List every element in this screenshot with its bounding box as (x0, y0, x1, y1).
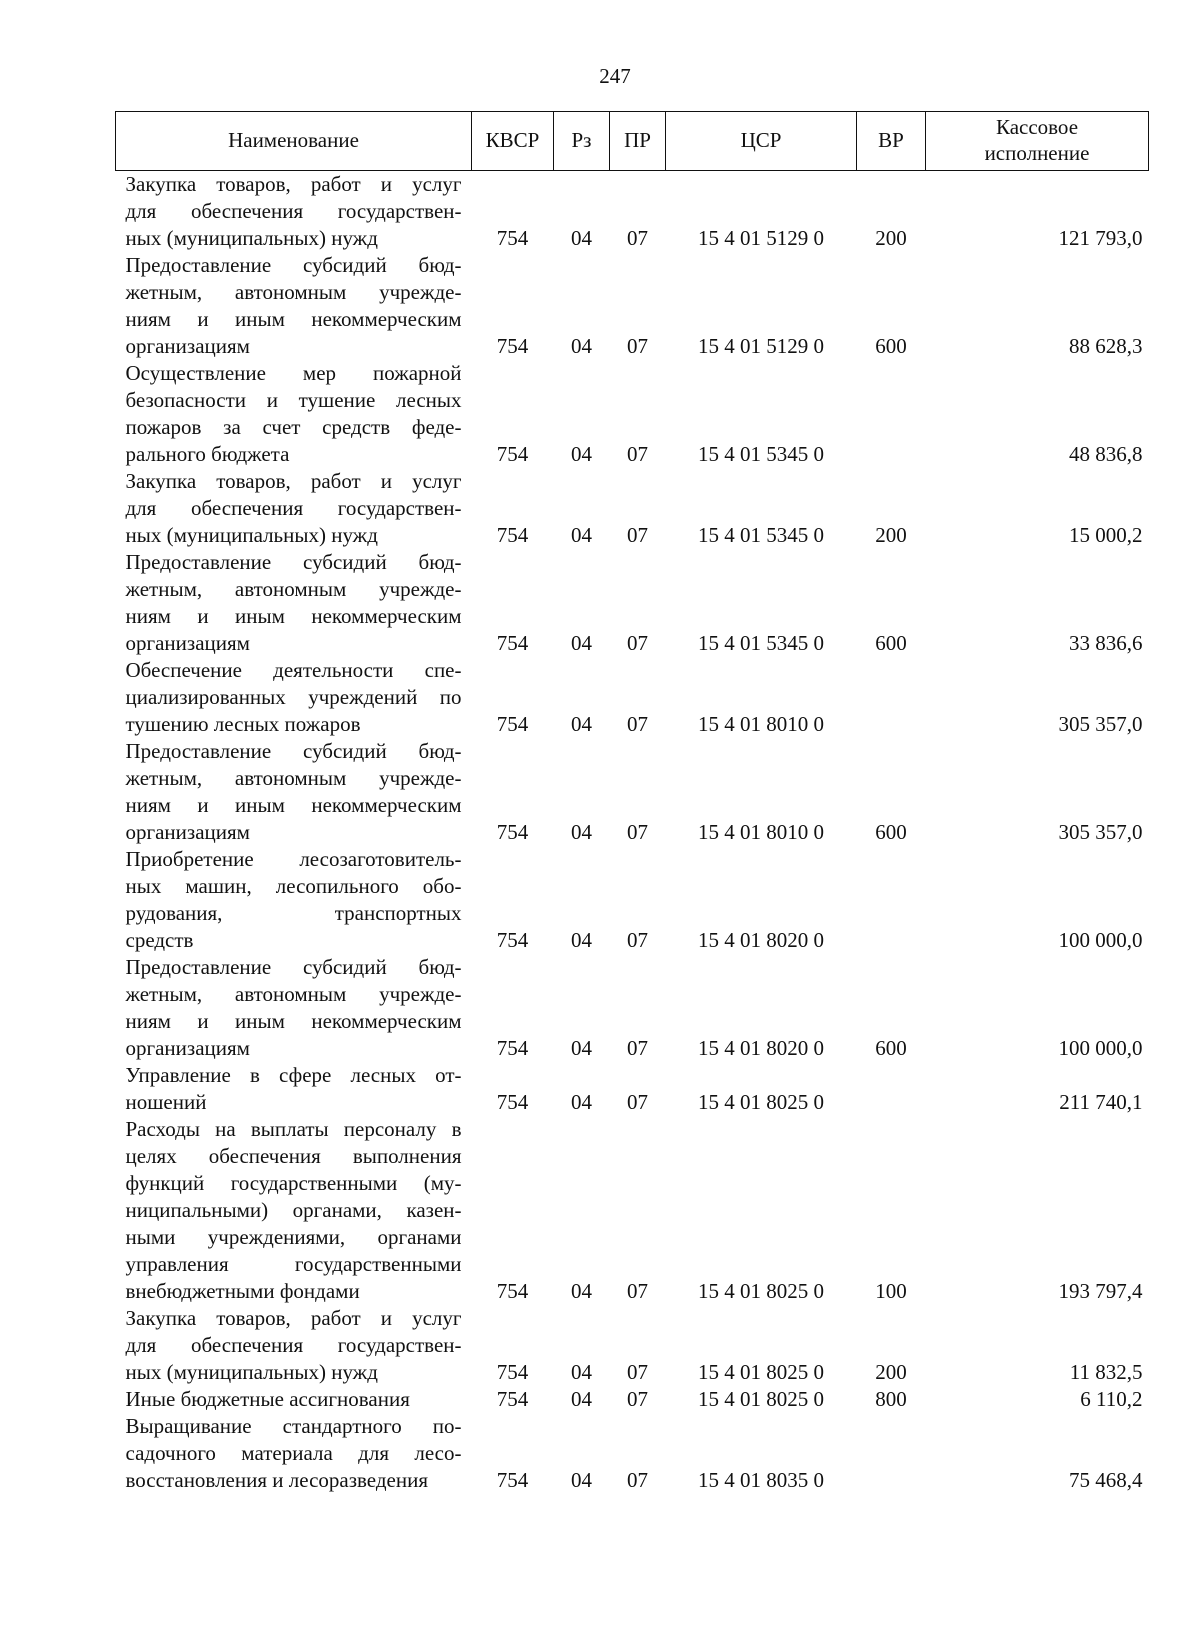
row-name (116, 171, 472, 253)
row-rz: 04 (571, 1387, 592, 1411)
row-csr: 15 4 01 5345 0 (698, 631, 824, 655)
row-pr: 07 (627, 523, 648, 547)
row-vr (857, 360, 926, 468)
row-amount: 6 110,2 (1080, 1387, 1143, 1411)
row-kvsr: 754 (496, 523, 529, 547)
row-amount: 193 797,4 (1058, 1279, 1143, 1303)
row-name-line: для обеспечения государствен- (125, 496, 462, 520)
row-name (116, 360, 472, 468)
row-rz: 04 (571, 334, 592, 358)
row-pr: 07 (627, 1468, 648, 1492)
row-name (116, 468, 472, 549)
row-vr: 200 (875, 226, 907, 250)
header-name: Наименование (116, 112, 472, 171)
table-row (116, 360, 1149, 468)
row-name-line: для обеспечения государствен- (125, 1333, 462, 1357)
row-amount: 100 000,0 (1058, 928, 1143, 952)
row-csr: 15 4 01 8010 0 (698, 820, 824, 844)
row-pr: 07 (627, 712, 648, 736)
row-name-line: Предоставление субсидий бюд- (125, 739, 462, 763)
row-csr: 15 4 01 5129 0 (698, 334, 824, 358)
table-row (116, 1116, 1149, 1305)
row-kvsr: 754 (496, 928, 529, 952)
row-rz: 04 (571, 712, 592, 736)
row-name-line: ниям и иным некоммерческим (125, 604, 462, 628)
row-csr: 15 4 01 8025 0 (698, 1360, 824, 1384)
row-name-line: Закупка товаров, работ и услуг (125, 469, 462, 493)
row-name-line: целях обеспечения выполнения (125, 1144, 462, 1168)
row-name-line: ниям и иным некоммерческим (125, 793, 462, 817)
row-kvsr: 754 (496, 1090, 529, 1114)
row-amount: 11 832,5 (1069, 1360, 1143, 1384)
table-header (116, 112, 1149, 171)
row-name-line: ношений (125, 1090, 207, 1114)
row-name-line: Предоставление субсидий бюд- (125, 550, 462, 574)
header-csr: ЦСР (666, 112, 857, 171)
row-vr: 200 (875, 523, 907, 547)
row-rz: 04 (571, 1468, 592, 1492)
row-amount: 305 357,0 (1058, 712, 1143, 736)
row-kvsr: 754 (496, 1279, 529, 1303)
row-amount: 75 468,4 (1069, 1468, 1143, 1492)
page-number: 247 (599, 64, 631, 88)
row-name-line: организациям (125, 820, 250, 844)
row-name-line: организациям (125, 334, 250, 358)
row-name (116, 1062, 472, 1116)
row-vr (857, 846, 926, 954)
table-row (116, 1386, 1149, 1413)
row-pr: 07 (627, 226, 648, 250)
row-kvsr: 754 (496, 631, 529, 655)
row-name (116, 252, 472, 360)
row-kvsr: 754 (496, 1387, 529, 1411)
row-rz: 04 (571, 226, 592, 250)
row-name-line: внебюджетными фондами (125, 1279, 360, 1303)
row-amount: 121 793,0 (1058, 226, 1143, 250)
row-name (116, 738, 472, 846)
row-name-line: Закупка товаров, работ и услуг (125, 172, 462, 196)
row-name-line: жетным, автономным учрежде- (125, 280, 462, 304)
row-name-line: Управление в сфере лесных от- (125, 1063, 462, 1087)
row-kvsr: 754 (496, 226, 529, 250)
row-rz: 04 (571, 1036, 592, 1060)
row-kvsr: 754 (496, 1360, 529, 1384)
row-amount: 88 628,3 (1069, 334, 1143, 358)
row-vr: 200 (875, 1360, 907, 1384)
row-pr: 07 (627, 928, 648, 952)
row-amount: 15 000,2 (1069, 523, 1143, 547)
row-name-line: рудования, транспортных (125, 901, 462, 925)
header-pr: ПР (610, 112, 666, 171)
row-pr: 07 (627, 1036, 648, 1060)
row-name (116, 1116, 472, 1305)
row-csr: 15 4 01 8025 0 (698, 1279, 824, 1303)
header-amount: Кассовое исполнение (926, 112, 1149, 171)
table-row (116, 738, 1149, 846)
row-name-line: ных (муниципальных) нужд (125, 523, 378, 547)
row-csr: 15 4 01 8035 0 (698, 1468, 824, 1492)
row-kvsr: 754 (496, 1468, 529, 1492)
row-name-line: организациям (125, 1036, 250, 1060)
row-rz: 04 (571, 1360, 592, 1384)
row-pr: 07 (627, 631, 648, 655)
table-row (116, 1413, 1149, 1494)
row-name-line: Обеспечение деятельности спе- (125, 658, 462, 682)
row-name-line: организациям (125, 631, 250, 655)
row-vr: 600 (875, 631, 907, 655)
row-vr: 600 (875, 1036, 907, 1060)
row-name-line: Осуществление мер пожарной (125, 361, 462, 385)
row-name-line: Иные бюджетные ассигнования (125, 1387, 410, 1411)
table-row (116, 252, 1149, 360)
row-pr: 07 (627, 334, 648, 358)
row-name-line: Приобретение лесозаготовитель- (125, 847, 462, 871)
row-name-line: ными учреждениями, органами (125, 1225, 462, 1249)
table-body (116, 171, 1149, 1495)
row-csr: 15 4 01 8025 0 (698, 1090, 824, 1114)
row-name (116, 846, 472, 954)
row-csr: 15 4 01 5129 0 (698, 226, 824, 250)
row-csr: 15 4 01 8020 0 (698, 1036, 824, 1060)
row-csr: 15 4 01 8025 0 (698, 1387, 824, 1411)
row-pr: 07 (627, 1279, 648, 1303)
row-name-line: ных машин, лесопильного обо- (125, 874, 462, 898)
table-row (116, 846, 1149, 954)
row-name-line: восстановления и лесоразведения (125, 1468, 428, 1492)
row-rz: 04 (571, 523, 592, 547)
row-name-line: управления государственными (125, 1252, 462, 1276)
table-row (116, 1062, 1149, 1116)
row-amount: 211 740,1 (1059, 1090, 1143, 1114)
row-vr (857, 1413, 926, 1494)
row-name-line: жетным, автономным учрежде- (125, 982, 462, 1006)
row-name-line: Закупка товаров, работ и услуг (125, 1306, 462, 1330)
row-name-line: циализированных учреждений по (125, 685, 462, 709)
table-row (116, 1305, 1149, 1386)
row-amount: 48 836,8 (1069, 442, 1143, 466)
budget-table-container (115, 111, 1148, 1494)
row-kvsr: 754 (496, 1036, 529, 1060)
row-name-line: ных (муниципальных) нужд (125, 1360, 378, 1384)
row-csr: 15 4 01 8010 0 (698, 712, 824, 736)
row-name-line: функций государственными (му- (125, 1171, 462, 1195)
header-rz: Рз (554, 112, 610, 171)
row-name-line: Выращивание стандартного по- (125, 1414, 462, 1438)
row-name-line: ниципальными) органами, казен- (125, 1198, 462, 1222)
row-kvsr: 754 (496, 820, 529, 844)
table-row (116, 954, 1149, 1062)
row-name-line: рального бюджета (125, 442, 290, 466)
row-amount: 305 357,0 (1058, 820, 1143, 844)
row-name (116, 549, 472, 657)
row-vr: 600 (875, 820, 907, 844)
row-pr: 07 (627, 820, 648, 844)
row-csr: 15 4 01 5345 0 (698, 442, 824, 466)
row-name (116, 1386, 472, 1413)
row-name-line: садочного материала для лесо- (125, 1441, 462, 1465)
row-vr: 800 (875, 1387, 907, 1411)
row-vr (857, 1062, 926, 1116)
row-name-line: средств (125, 928, 194, 952)
row-rz: 04 (571, 442, 592, 466)
row-name-line: безопасности и тушение лесных (125, 388, 462, 412)
row-pr: 07 (627, 1387, 648, 1411)
row-kvsr: 754 (496, 442, 529, 466)
row-rz: 04 (571, 1090, 592, 1114)
row-name-line: жетным, автономным учрежде- (125, 766, 462, 790)
row-csr: 15 4 01 8020 0 (698, 928, 824, 952)
row-name-line: тушению лесных пожаров (125, 712, 361, 736)
row-rz: 04 (571, 928, 592, 952)
table-row (116, 468, 1149, 549)
row-name-line: Расходы на выплаты персоналу в (125, 1117, 462, 1141)
row-kvsr: 754 (496, 334, 529, 358)
row-kvsr: 754 (496, 712, 529, 736)
row-pr: 07 (627, 1090, 648, 1114)
row-vr: 600 (875, 334, 907, 358)
row-name (116, 1413, 472, 1494)
row-vr (857, 657, 926, 738)
row-rz: 04 (571, 1279, 592, 1303)
row-csr: 15 4 01 5345 0 (698, 523, 824, 547)
row-name-line: Предоставление субсидий бюд- (125, 253, 462, 277)
table-row (116, 171, 1149, 253)
budget-table (115, 111, 1149, 1494)
row-rz: 04 (571, 631, 592, 655)
row-name-line: жетным, автономным учрежде- (125, 577, 462, 601)
row-name-line: для обеспечения государствен- (125, 199, 462, 223)
row-name-line: Предоставление субсидий бюд- (125, 955, 462, 979)
row-name-line: пожаров за счет средств феде- (125, 415, 462, 439)
header-vr: ВР (857, 112, 926, 171)
row-name-line: ниям и иным некоммерческим (125, 1009, 462, 1033)
header-kvsr: КВСР (472, 112, 554, 171)
row-rz: 04 (571, 820, 592, 844)
row-name (116, 954, 472, 1062)
row-pr: 07 (627, 442, 648, 466)
row-pr: 07 (627, 1360, 648, 1384)
row-name (116, 1305, 472, 1386)
row-name-line: ных (муниципальных) нужд (125, 226, 378, 250)
table-row (116, 549, 1149, 657)
table-row (116, 657, 1149, 738)
row-name (116, 657, 472, 738)
row-vr: 100 (875, 1279, 907, 1303)
row-name-line: ниям и иным некоммерческим (125, 307, 462, 331)
row-amount: 33 836,6 (1069, 631, 1143, 655)
row-amount: 100 000,0 (1058, 1036, 1143, 1060)
